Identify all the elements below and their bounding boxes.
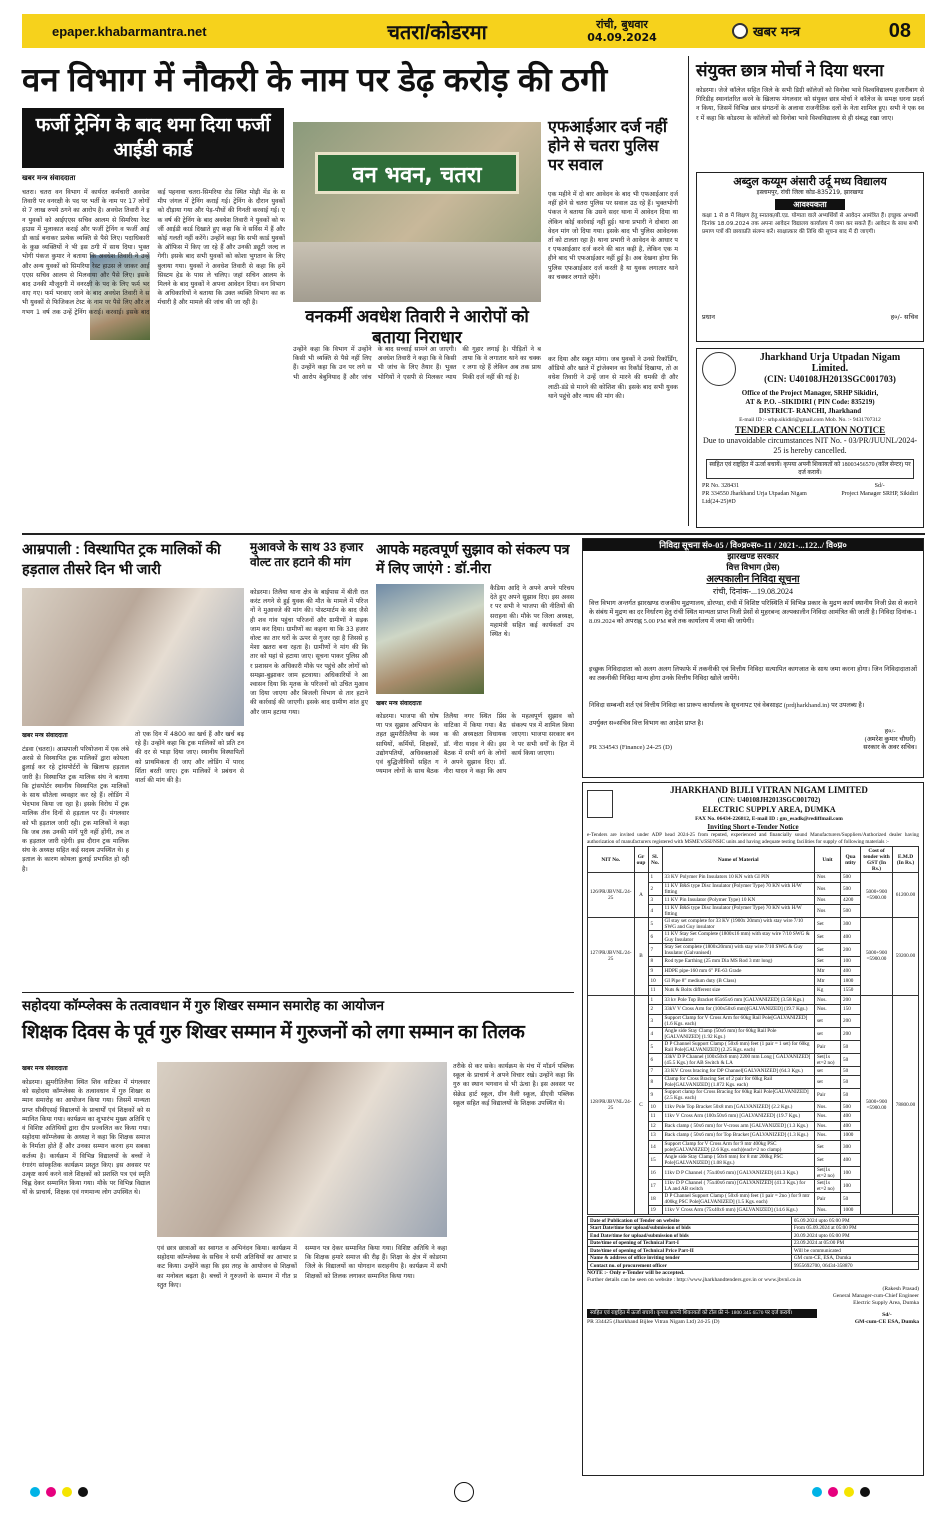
schedule-row — [588, 1247, 919, 1255]
side-headline: एफआईआर दर्ज नहीं होने से चतरा पुलिस पर सवाल — [548, 119, 668, 174]
unit: Set(1s et=2 no) — [815, 1053, 841, 1066]
suggestion-headline: आपके महत्वपूर्ण सुझाव को संकल्प पत्र में लिए जाएंगे : डॉ.नीरा — [376, 541, 570, 576]
serial-number: 3 — [648, 1014, 662, 1027]
unit: set — [815, 1014, 841, 1027]
jbvnl-cin: (CIN: U40108JH2013SGC001702) — [717, 796, 821, 804]
finance-clause-3: निविदा सम्बन्धी शर्त एवं वित्तीय निविदा का प्रारूप कार्यालय के सूचनापट एवं वेबसाइट (prdjharkhand.in) पर उपलब्ध है। — [589, 702, 865, 709]
finance-clause-4: उपर्युक्त स०सचिव वित्त विभाग का आदेश प्राप्त है। — [589, 720, 704, 727]
table-row — [588, 995, 919, 1005]
serial-number: 1 — [648, 995, 662, 1005]
cancellation-title: TENDER CANCELLATION NOTICE — [734, 425, 886, 435]
serial-number: 2 — [648, 882, 662, 895]
schedule-value: 20.09.2024 upto 05:00 PM — [791, 1232, 918, 1240]
material-name: 11kv V Cross Arm (75x40x6 mm) [GALVANIZED] (14.6 Kgs.) — [662, 1205, 814, 1215]
color-mark-icon — [62, 1487, 72, 1497]
teacher-headline: शिक्षक दिवस के पूर्व गुरु शिखर सम्मान में गुरुजनों को लगा सम्मान का तिलक — [22, 1022, 525, 1043]
unit: Nos — [815, 895, 841, 905]
serial-number: 6 — [648, 1053, 662, 1066]
unit: Set(1s et=2 no) — [815, 1166, 841, 1179]
photo-sign: वन भवन, चतरा — [315, 152, 519, 194]
column-header: Name of Material — [662, 847, 814, 873]
serial-number: 8 — [648, 957, 662, 967]
juunl-logo-icon — [702, 352, 736, 386]
schedule-row — [588, 1232, 919, 1240]
unit: Set — [815, 1153, 841, 1166]
finance-dept: वित्त विभाग (प्रेस) — [726, 562, 780, 572]
vacancy-tag: आवश्यकता — [775, 199, 845, 210]
jbvnl-signatory: (Rakesh Prasad) General Manager-cum-Chief Engineer Electric Supply Area, Dumka — [832, 1285, 919, 1306]
finance-clause-2: इच्छुक निविदादाता को अलग अलग लिफाफे में तकनीकी एवं वित्तीय निविदा सत्यापित कागजात के साथ जमा करना होगा। जिन निविदादाताओं का तकनीकी निविदा मान्य होगा उनके वित्तीय निविदा खोले जायेंगे। — [589, 666, 917, 682]
schedule-value: 05.09.2024 upto 05:00 PM — [791, 1217, 918, 1225]
schedule-label: Contact no. of procurement officer — [588, 1262, 792, 1270]
unit: Nos. — [815, 1205, 841, 1215]
unit: Kg — [815, 985, 841, 995]
finance-tender-ad — [582, 538, 924, 778]
juunl-office: Office of the Project Manager, SRHP Sikidiri, — [741, 389, 879, 397]
unit: Nos — [815, 873, 841, 883]
material-name: GI stay set complete for 33 KV (1900x 20mm) with stay wire 7/10 SWG and Guy insulator — [662, 918, 814, 931]
suggestion-body-continued: कैडिया आदि ने अपने अपने परिचय देते हुए अपने सुझाव दिए। इस अवसर पर सभी ने भाजपा की नीतियों की सराहना की। मौके पर जिला अध्यक्ष, महामंत्री सहित कई कार्यकर्ता उपस्थित थे। — [490, 585, 574, 639]
short-tender-notice: अल्पकालीन निविदा सूचना — [706, 574, 800, 585]
material-name: 11 KV Pin Insulator (Polymer Type) 10 KN — [662, 895, 814, 905]
group-letter: C — [634, 995, 648, 1215]
serial-number: 9 — [648, 966, 662, 976]
schedule-value: From 05.09.2024 at 05:00 PM — [791, 1224, 918, 1232]
unit: Set — [815, 918, 841, 931]
column-header: Cost of tender with GST (In Rs.) — [861, 847, 893, 873]
quantity: 200 — [841, 1027, 861, 1040]
suggestion-body: कोडरमा। भाजपा की घोषणा पत्र सुझाव अभियान के तहत झुमरीतिलैया के व्यवसायियों, कर्मियों, शिक्षकों, उद्योगपतियों, अधिवक्ताओं एवं बुद्धिजीवियों सहित गण्यमान लोगों के साथ बैठक तिलैया नगर स्थित प्रिंस वाटिका में किया गया। बैठक की अध्यक्षता विधायक डॉ. नीरा यादव ने की। इस बैठक में सभी वर्ग के लोगों ने अपने सुझाव दिए। डॉ. नीरा यादव ने कहा कि आपके महत्वपूर्ण सुझाव को संकल्प पत्र में शामिल किया जाएगा। भाजपा सरकार बनने पर सभी वर्गों के हित में कार्य किया जाएगा। — [376, 713, 574, 776]
color-mark-icon — [30, 1487, 40, 1497]
quantity: 400 — [841, 1153, 861, 1166]
material-name: Back clamp ( 50x6 mm) for V-cross arm [GALVANIZED] (1.3 Kgs.) — [662, 1121, 814, 1131]
registration-mark-icon — [454, 1482, 474, 1502]
meeting-photo — [376, 584, 484, 694]
serial-number: 10 — [648, 1102, 662, 1112]
juunl-signatory: Project Manager SRHP, Sikidiri — [841, 491, 918, 497]
unit: Set — [815, 957, 841, 967]
juunl-pr-number: PR No. 328431 — [702, 483, 740, 489]
serial-number: 18 — [648, 1192, 662, 1205]
material-name: Support Clamp for V Cross Arm for 9 mtr 400kg PSC pole[GALVANIZED] (2.6 Kgs. each)(each=2 no clamp) — [662, 1140, 814, 1153]
unit: Pair — [815, 1192, 841, 1205]
material-name: 11 KV Stay Set Complete (1800x16 mm) with stay wire 7/10 SWG & Guy Insulator — [662, 931, 814, 944]
column-header: Sl. No. — [648, 847, 662, 873]
unit: Nos — [815, 905, 841, 918]
serial-number: 14 — [648, 1140, 662, 1153]
serial-number: 2 — [648, 1005, 662, 1015]
unit: Pair — [815, 1089, 841, 1102]
quantity: 50 — [841, 1192, 861, 1205]
unit: Pair — [815, 1040, 841, 1053]
group-letter: A — [634, 873, 648, 918]
schedule-table-body — [588, 1217, 919, 1270]
color-mark-icon — [860, 1487, 870, 1497]
table-row — [588, 918, 919, 931]
material-name: Rod type Earthing (25 mm Dia MS Rod 3 mtr long) — [662, 957, 814, 967]
page-number: 08 — [888, 19, 911, 42]
material-table-header — [588, 847, 919, 873]
teacher-kicker: सहोदया कॉम्प्लेक्स के तत्वावधान में गुरु शिखर सम्मान समारोह का आयोजन — [22, 998, 384, 1013]
unit: Mtr — [815, 976, 841, 986]
material-name: Angle side Stay Clamp ( 50x6 mm) for 8 mtr 200kg PSC Pole[GALVANIZED] (1.08 Kgs.) — [662, 1153, 814, 1166]
quantity: 50 — [841, 1066, 861, 1076]
material-name: 11kv Pole Top Bracket 50x8 mm [GALVANIZED] (2.2 Kgs.) — [662, 1102, 814, 1112]
jbvnl-sd: Sd/- GM-cum-CE ESA, Dumka — [854, 1311, 919, 1325]
principal-label: प्रधान — [702, 313, 715, 321]
color-marks-right — [812, 1487, 870, 1497]
unit: Set — [815, 1140, 841, 1153]
tender-cost: 5000+900 =5900.00 — [861, 918, 893, 995]
unit: Set — [815, 931, 841, 944]
serial-number: 17 — [648, 1179, 662, 1192]
schedule-table — [587, 1216, 919, 1270]
finance-pr: PR 334543 (Finance) 24-25 (D) — [589, 744, 673, 751]
material-name: 33 KV Cross bracing for DP Channel[GALVANIZED] (64.3 Kgs.) — [662, 1066, 814, 1076]
site-url[interactable]: epaper.khabarmantra.net — [52, 23, 207, 39]
serial-number: 11 — [648, 985, 662, 995]
material-name: Back clamp ( 50x6 mm) for Top Bracket [GALVANIZED] (1.3 Kgs.) — [662, 1131, 814, 1141]
juunl-cin: (CIN: U40108JH2013SGC001703) — [764, 374, 896, 384]
dharna-headline: संयुक्त छात्र मोर्चा ने दिया धरना — [696, 61, 884, 80]
material-name: Support clamp for Cross Bracing for 60kg Rail Pole[GALVANIZED] (2.5 Kgs. each) — [662, 1089, 814, 1102]
nit-number: 127/PR/JBVNL/24-25 — [588, 918, 635, 995]
teacher-top-rule — [22, 992, 574, 993]
schedule-value: 23.09.2024 at 05:00 PM — [791, 1239, 918, 1247]
brand-icon — [732, 23, 748, 39]
quantity: 1000 — [841, 1205, 861, 1215]
truck-body: टंडवा (चतरा)। आम्रपाली परियोजना में एक लंबे अरसे से विस्थापित ट्रक मालिकों द्वारा कोयला ढुलाई कर रहे ट्रांसपोर्टरों के खिलाफ हड़ताल जारी है। विस्थापित ट्रक मालिक संघ ने बताया कि ट्रांसपोर्टर स्थानीय विस्थापित ट्रक मालिकों के साथ सौतेला व्यवहार कर रहे हैं। लोडिंग में भेदभाव किया जा रहा है। इसके विरोध में ट्रक मालिक तीन दिनों से हड़ताल पर हैं। मंगलवार को भी हड़ताल जारी रही। ट्रक मालिकों ने कहा कि जब तक उनकी मांगें पूरी नहीं होंगी, तब तक हड़ताल जारी रहेगी। इस दौरान ट्रक मालिक संघ के अध्यक्ष सहित कई सदस्य उपस्थित थे। हड़ताल के कारण कोयला ढुलाई प्रभावित हो रही है। — [22, 746, 129, 873]
quantity: 500 — [841, 1102, 861, 1112]
unit: Set — [815, 944, 841, 957]
unit: Nos. — [815, 1131, 841, 1141]
photo-caption: वनकर्मी अवधेश तिवारी ने आरोपों को बताया निराधार — [293, 302, 541, 348]
color-mark-icon — [46, 1487, 56, 1497]
quantity: 300 — [841, 1140, 861, 1153]
material-name: HDPE pipe-160 mm 6" PE-63 Grade — [662, 966, 814, 976]
teacher-body-4: तरीके से कर सके। कार्यक्रम के मंच में मॉडर्न पब्लिक स्कूल के प्राचार्य ने अपने विचार रखे। उन्होंने कहा कि गुरु का स्थान भगवान से भी ऊंचा है। इस अवसर पर सेक्रेड हार्ट स्कूल, ग्रीन वैली स्कूल, डीएवी पब्लिक स्कूल सहित कई विद्यालयों के शिक्षक उपस्थित थे। — [453, 1063, 574, 1107]
column-divider — [688, 56, 689, 526]
unit: Nos. — [815, 1102, 841, 1112]
emd-amount: 78800.00 — [893, 995, 919, 1215]
compensation-headline: मुआवजे के साथ 33 हजार वोल्ट तार हटाने की मांग — [250, 540, 364, 569]
finance-clause-1: वित्त विभाग अन्तर्गत झारखण्ड राजकीय मुद्रणालय, डोरण्डा, रांची में विशिष्ट परिस्थिति में विभिन्न प्रकार के मुद्रण कार्य स्थानीय निजी प्रेस से कराने के संबंध में मुद्रण का दर निर्धारण हेतु रांची स्थित मान्यता प्राप्त निजी प्रेसों से मुहरबन्द अल्पकालीन निविदा आमंत्रित की जाती है। निविदा दिनांक-18.09.2024 को अपराह्न 5.00 PM बजे तक कार्यालय में जमा की जायेगी। — [589, 600, 917, 625]
serial-number: 6 — [648, 931, 662, 944]
juunl-pr-code: PR 334550 Jharkhand Urja Utpadan Nigam Ltd(24-25)#D — [702, 491, 807, 505]
jbvnl-contact: FAX No. 06434-226812, E-mail ID : gm_esadk@rediffmail.com — [695, 816, 843, 822]
jbvnl-slogan: स्वहित एवं राष्ट्रहित में ऊर्जा बचायें। कृपया अपनी शिकायतों को टॉल फ्री नं- 1800 345 6570 पर दर्ज करायें। — [587, 1309, 817, 1318]
quantity: 100 — [841, 1179, 861, 1192]
serial-number: 4 — [648, 905, 662, 918]
schedule-row — [588, 1262, 919, 1270]
quantity: 300 — [841, 918, 861, 931]
quantity: 500 — [841, 905, 861, 918]
quantity: 150 — [841, 1005, 861, 1015]
serial-number: 4 — [648, 1027, 662, 1040]
teacher-body: कोडरमा। झुमरीतिलैया स्थित शिव वाटिका में मंगलवार को सहोदया कॉम्प्लेक्स के तत्वावधान में गुरु शिखर सम्मान समारोह का आयोजन किया गया। जिसमें मान्यता प्राप्त सीबीएसई विद्यालयों के प्राचार्यों एवं शिक्षकों को सम्मानित किया गया। कार्यक्रम का शुभारंभ मुख्य अतिथि एवं विशिष्ट अतिथियों द्वारा दीप प्रज्वलित कर किया गया। सहोदया कॉम्प्लेक्स के अध्यक्ष ने कहा कि शिक्षक समाज के निर्माता होते हैं और उनका सम्मान करना हम सबका कर्तव्य है। कार्यक्रम में विभिन्न विद्यालयों के बच्चों ने रंगारंग सांस्कृतिक कार्यक्रम प्रस्तुत किए। इस अवसर पर उत्कृष्ट कार्य करने वाले शिक्षकों को प्रशस्ति पत्र एवं स्मृति चिह्न देकर सम्मानित किया गया। मौके पर विभिन्न विद्यालयों के प्राचार्य, शिक्षक एवं गणमान्य लोग उपस्थित थे। — [22, 1079, 150, 1197]
schedule-value: 9955692700, 06434-358870 — [791, 1262, 918, 1270]
dateline — [552, 18, 692, 44]
emd-amount: 59200.00 — [893, 918, 919, 995]
schedule-row — [588, 1217, 919, 1225]
nit-number: 126/PR/JBVNL/24-25 — [588, 873, 635, 918]
jbvnl-note: NOTE :- Only e-Tender will be accepted. — [587, 1269, 685, 1276]
finance-gov: झारखण्ड सरकार — [727, 551, 779, 561]
unit: Nos. — [815, 1005, 841, 1015]
emd-amount: 61200.00 — [893, 873, 919, 918]
school-vacancy-ad — [696, 172, 924, 342]
dharna-body: कोडरमा। जेजे कॉलेज सहित जिले के सभी डिग्री कॉलेजों को विनोबा भावे विश्वविद्यालय हजारीबाग से गिरिडीह स्थानांतरित करने के खिलाफ मंगलवार को संयुक्त छात्र मोर्चा ने कॉलेज के समक्ष धरना प्रदर्शन किया, जिसमें विभिन्न छात्र संगठनों के अलावा राजनीतिक दलों के नेता शामिल हुए। सभी ने एक स्वर में कहा कि कोडरमा के कॉलेजों को विनोबा भावे विश्वविद्यालय से ही संबद्ध रखा जाए। — [696, 87, 924, 122]
lead-body: चतरा। चतरा वन विभाग में कार्यरत कर्मचारी अवधेश तिवारी पर वनरक्षी के पद पर भर्ती के नाम पर 17 लोगों से 7 लाख रुपये ठगने का आरोप है। अवधेश तिवारी ने इन युवकों को आईएएस सचिव आलम से सिमरिया रेस्ट हाउस में मुलाकात कराई और फर्जी ट्रेनिंग व फर्जी आईडी कार्ड बनाकर प्रत्येक व्यक्ति से पैसे लिए। पदाधिकारी के कुछ व्यक्तियों ने भी इस ठगी में साथ दिया। भुक्तभोगी पंकज कुमार ने बताया कि अवधेश तिवारी ने उन्हें और अन्य युवकों को सिमरिया रेस्ट हाउस ले जाकर आईएएस सचिव आलम से मिलवाया और पैसे लिए। इसके बाद उनकी मौजूदगी में वनरक्षी के पद के लिए फर्म भरवाए गए। फर्म भरवाए जाने के बाद अवधेश तिवारी ने सभी युवकों से फिजिकल टेस्ट के नाम पर पैसे लिए और लगभग 1 वर्ष तक उन्हें ट्रेनिंग कराई। करवाई। इसके बाद कई पहनावा चतरा-सिमरिया रोड स्थित मोढ़ी मेंड के समीप जंगल में ट्रेनिंग कराई गई। ट्रेनिंग के दौरान युवकों को दौड़ाया गया और पेड़-पौधों की गिनती करवाई गई। एक वर्ष की ट्रेनिंग के बाद अवधेश तिवारी ने युवकों को फर्जी आईडी कार्ड दिखाते हुए कहा कि वे सर्विस में हैं और कोई गलती नहीं करेंगे। उन्होंने कहा कि सभी कार्ड युवकों के ऑफिस में किए जा रहे हैं और उनकी ड्यूटी जल्द लगेगी। इसके बाद सभी युवकों को कोशा भुगतान के लिए बुलाया गया। युवकों ने अवधेश तिवारी से कहा कि हमें सिस्टम हेड के पास ले चलिए। जहां सचिन आलम के मिलने के बाद युवकों ने अपना आवेदन दिया। वन विभाग के अधिकारियों ने बताया कि उक्त व्यक्ति विभाग का कर्मचारी है और मामले की जांच की जा रही है। — [22, 189, 285, 316]
finance-signatory: ह०/- (अमरेश कुमार चौधरी) सरकार के अवर सचिव। — [863, 728, 917, 751]
lead-body-continued: उन्होंने कहा कि विभाग में उन्होंने किसी भी व्यक्ति से पैसे नहीं लिए हैं। उन्होंने कहा कि उन पर लगे सभी आरोप बेबुनियाद हैं और जांच के बाद सच्चाई सामने आ जाएगी। अवधेश तिवारी ने कहा कि वे किसी भी जांच के लिए तैयार हैं। भुक्तभोगियों ने एसपी से मिलकर न्याय की गुहार लगाई है। पीड़ितों ने बताया कि वे लगातार थाने का चक्कर लगा रहे हैं लेकिन अब तक प्राथमिकी दर्ज नहीं की गई है। — [293, 346, 541, 381]
juunl-email[interactable]: E-mail ID :- srhp.sikidiri@gmail.com Mob. No. :- 9431707312 — [739, 417, 881, 423]
material-name: Clamp for Cross Bracing Set of 2 pair for 60kg Rail Pole[GALVANIZED] (1.872 Kgs. each) — [662, 1076, 814, 1089]
lead-subhead: फर्जी ट्रेनिंग के बाद थमा दिया फर्जी आईडी कार्ड — [22, 108, 284, 168]
secretary-sign: ह०/- सचिव — [890, 313, 918, 321]
masthead-bar — [22, 14, 925, 48]
material-name: 33kV V Cross Arm for (100x50x6 mm)[GALVANIZED] (19.7 Kgs.) — [662, 1005, 814, 1015]
material-name: 11 KV B&S type Disc Insulator (Polymer Type) 70 KN with H/W fitting — [662, 905, 814, 918]
side-body: एक महीने में दो बार आवेदन के बाद भी एफआईआर दर्ज नहीं होने से चतरा पुलिस पर सवाल उठ रहे हैं। भुक्तभोगी पंकज ने बताया कि उसने सदर थाना में आवेदन दिया था लेकिन कोई कार्रवाई नहीं हुई। थाना प्रभारी ने दोबारा आवेदन मांग जो दिया गया। इसके बाद भी पुलिस आवेदनकर्ता को टालता रहा है। थाना प्रभारी ने आवेदन के आधार पर एफआईआर दर्ज करने की बात कही है, लेकिन एक महीने बाद भी एफआईआर नहीं हुई है। अब देखना होगा कि पुलिस एफआईआर दर्ज करती है या युवक लगातार थाने का चक्कर लगाते रहेंगे। — [548, 191, 678, 281]
quantity: 100 — [841, 957, 861, 967]
serial-number: 9 — [648, 1089, 662, 1102]
schedule-row — [588, 1239, 919, 1247]
ceremony-photo — [157, 1062, 447, 1237]
juunl-title: Jharkhand Urja Utpadan Nigam Limited. — [759, 352, 901, 374]
juunl-cancellation-ad — [696, 348, 924, 528]
brand-logo — [732, 22, 882, 40]
unit: Mtr — [815, 966, 841, 976]
material-name: 33 KV Polymer Pin Insulators 10 KN with GI PIN — [662, 873, 814, 883]
serial-number: 1 — [648, 873, 662, 883]
schedule-label: Date/time of opening of Technical Part-I — [588, 1239, 792, 1247]
unit: set — [815, 1027, 841, 1040]
material-name: D P Channel Support Clamp ( 50x6 mm) feet (1 pair = 1 set) for 60kg Rail Pole[GALVANIZED] (2.25 Kgs. each) — [662, 1040, 814, 1053]
schedule-row — [588, 1224, 919, 1232]
column-header: NIT No. — [588, 847, 635, 873]
quantity: 50 — [841, 1053, 861, 1066]
color-mark-icon — [812, 1487, 822, 1497]
unit: Set(1s et=2 no) — [815, 1179, 841, 1192]
group-letter: B — [634, 918, 648, 995]
serial-number: 16 — [648, 1166, 662, 1179]
quantity: 50 — [841, 1040, 861, 1053]
column-header: E.M.D (In Rs.) — [893, 847, 919, 873]
material-name: 33kV D P Channel (100x50x6 mm) 2200 mm Long [ GALVANIZED] (45.5 Kgs.) for AB Switch & LA — [662, 1053, 814, 1066]
unit: set — [815, 1066, 841, 1076]
material-name: Nuts & Bolts different size — [662, 985, 814, 995]
lead-byline: खबर मन्त्र संवाददाता — [22, 174, 76, 182]
serial-number: 13 — [648, 1131, 662, 1141]
nit-number: 128/PR/JBVNL/24-25 — [588, 995, 635, 1215]
juunl-district: DISTRICT- RANCHI, Jharkhand — [758, 407, 862, 415]
quantity: 400 — [841, 931, 861, 944]
forest-office-photo — [293, 122, 541, 332]
quantity: 50 — [841, 1089, 861, 1102]
color-marks-left — [30, 1487, 88, 1497]
serial-number: 3 — [648, 895, 662, 905]
truck-owners-photo — [22, 588, 244, 726]
tender-cost: 5000+900 =5900.00 — [861, 873, 893, 918]
quantity: 400 — [841, 966, 861, 976]
finance-date: रांची, दिनांक-...19.08.2024 — [712, 587, 794, 596]
unit: Nos — [815, 882, 841, 895]
serial-number: 7 — [648, 944, 662, 957]
truck-body-continued: तो एक दिन में 4800 का खर्च हैं और खर्च बढ़ रहे हैं। उन्होंने कहा कि ट्रक मालिकों को प्रति टन की दर से भाड़ा दिया जाए। स्थानीय विस्थापितों को प्राथमिकता दी जाए और लोडिंग में पारदर्शिता बरती जाए। ट्रक मालिकों ने प्रबंधन से वार्ता की मांग की है। — [135, 731, 244, 785]
section-divider — [22, 533, 925, 535]
column-header: Qua ntity — [841, 847, 861, 873]
material-name: 11kv D P Channel ( 75x40x6 mm) [GALVANIZED] (41.3 Kgs.) — [662, 1166, 814, 1179]
quantity: 1800 — [841, 976, 861, 986]
school-address: इस्लामपुर, रांची जिला कोड-835219, झारखण्ड — [756, 189, 864, 196]
serial-number: 7 — [648, 1066, 662, 1076]
jbvnl-intro: e-Tenders are invited under ADP head 2024-25 from reputed, experienced and financially sound Manufacturers/Suppliers/Authorized dealer having authorization of manufacturers registered with MSME's/SSI/NSIC units and having adequate testing facilities for supply of following materials :- — [587, 832, 919, 845]
juunl-address: AT & P.O. –SIKIDIRI ( PIN Code: 835219) — [745, 398, 875, 406]
quantity: 1000 — [841, 1131, 861, 1141]
truck-byline: खबर मन्त्र संवाददाता — [22, 732, 68, 739]
jbvnl-pr: PR 334425 (Jharkhand Bijlee Vitran Nigam Ltd) 24-25 (D) — [587, 1318, 720, 1325]
table-row — [588, 873, 919, 883]
quantity: 200 — [841, 1014, 861, 1027]
schedule-label: Start Date/time for upload/submission of bids — [588, 1224, 792, 1232]
schedule-label: Date of Publication of Tender on website — [588, 1217, 792, 1225]
material-table-body — [588, 873, 919, 1215]
serial-number: 12 — [648, 1121, 662, 1131]
unit: Nos. — [815, 1121, 841, 1131]
material-table — [587, 846, 919, 1215]
issue-date: 04.09.2024 — [587, 31, 657, 44]
quantity: 4200 — [841, 895, 861, 905]
color-mark-icon — [78, 1487, 88, 1497]
material-name: Support Clamp for V Cross Arm for 60kg Rail Pole[GALVANIZED] (1.6 Kgs. each) — [662, 1014, 814, 1027]
section-title: चतरा/कोडरमा — [387, 21, 487, 44]
quantity: 50 — [841, 1076, 861, 1089]
material-name: 11 KV B&S type Disc Insulator (Polymer Type) 70 KN with H/W fitting — [662, 882, 814, 895]
city-day: रांची, बुधवार — [596, 18, 648, 31]
tender-cost: 5000+900 =5900.00 — [861, 995, 893, 1215]
material-name: D P Channel Support Clamp ( 50x6 mm) feet (1 pair = 2no ) for 9 mtr 400kg PSC Pole[GALVANIZED] (1.5 Kgs. each) — [662, 1192, 814, 1205]
schedule-value: Will be communicated — [791, 1247, 918, 1255]
schedule-label: End Date/time for upload/submission of bids — [588, 1232, 792, 1240]
suggestion-byline: खबर मन्त्र संवाददाता — [376, 700, 422, 707]
material-name: Angle side Stay Clamp (50x6 mm) for 60kg Rail Pole [GALVANIZED] (1.92 Kgs.) — [662, 1027, 814, 1040]
schedule-row — [588, 1254, 919, 1262]
material-name: 11kv D P Channel ( 75x40x6 mm) [GALVANIZED] (41.3 Kgs.) for LA and AB switch — [662, 1179, 814, 1192]
juunl-sd: Sd/- — [874, 483, 885, 489]
school-name: अब्दुल कय्यूम अंसारी उर्दू मध्य विद्यालय — [733, 176, 887, 188]
unit: Nos. — [815, 995, 841, 1005]
material-name: 33 kv Pole Top Bracket 65x65x6 mm [GALVANIZED] (3.58 Kgs.) — [662, 995, 814, 1005]
quantity: 500 — [841, 882, 861, 895]
jbvnl-notice: Inviting Short e-Tender Notice — [707, 823, 799, 831]
quantity: 500 — [841, 873, 861, 883]
unit: Nos. — [815, 1111, 841, 1121]
serial-number: 5 — [648, 918, 662, 931]
vacancy-body: कक्षा 1 से 8 में शिक्षण हेतु स्नातक/बी.एड. योग्यता वाले अभ्यर्थियों से आवेदन आमंत्रित हैं। इच्छुक अभ्यर्थी दिनांक 18.09.2024 तक अपना आवेदन विद्यालय कार्यालय में जमा कर सकते हैं। आवेदन के साथ सभी प्रमाण पत्रों की छायाप्रति संलग्न करें। साक्षात्कार की तिथि की सूचना बाद में दी जाएगी। — [702, 213, 918, 235]
jbvnl-office: ELECTRIC SUPPLY AREA, DUMKA — [702, 805, 836, 814]
side-body-continued: कर दिया और सबूत मांगा। जब युवकों ने उनसे रिकॉर्डिंग, ऑडियो और खाते में ट्रांजेक्शन का रिकॉर्ड दिखाया, तो अवधेश तिवारी ने उन्हें जान से मारने की धमकी दी और लाठी-डंडे से मारने की कोशिश की। इसके बाद सभी युवक थाने पहुंचे और न्याय की मांग की। — [548, 356, 678, 400]
quantity: 200 — [841, 944, 861, 957]
column-header: Unit — [815, 847, 841, 873]
schedule-value: GM cum-CE, ESA, Dumka — [791, 1254, 918, 1262]
teacher-body-3: सम्मान पत्र देकर सम्मानित किया गया। विशिष्ट अतिथि ने कहा कि शिक्षक हमारे समाज की रीढ़ हैं। शिक्षा के क्षेत्र में कोडरमा जिले के विद्यालयों का योगदान सराहनीय है। कार्यक्रम में सभी शिक्षकों को तिलक लगाकर सम्मानित किया गया। — [305, 1245, 447, 1280]
quantity: 1550 — [841, 985, 861, 995]
column-header: Gr oup — [634, 847, 648, 873]
teacher-byline: खबर मन्त्र संवाददाता — [22, 1065, 68, 1072]
serial-number: 19 — [648, 1205, 662, 1215]
material-name: Stay Set complete (1800x20mm) with stay wire 7/10 SWG & Guy Insulator (Galvanised) — [662, 944, 814, 957]
serial-number: 5 — [648, 1040, 662, 1053]
cancellation-body: Due to unavoidable circumstances NIT No. - 03/PR/JUUNL/2024-25 is hereby cancelled. — [702, 436, 918, 455]
quantity: 100 — [841, 1166, 861, 1179]
serial-number: 15 — [648, 1153, 662, 1166]
color-mark-icon — [844, 1487, 854, 1497]
material-name: 11kv V Cross Arm (100x50x6 mm) [GALVANIZED] (19.7 Kgs.) — [662, 1111, 814, 1121]
jbvnl-title: JHARKHAND BIJLI VITRAN NIGAM LIMITED — [670, 785, 868, 795]
material-name: GI Pipe 8" medium duty (B Class) — [662, 976, 814, 986]
finance-tender-title: निविदा सूचना सं०-05 / वि०प्र०स०-11 / 2021-...122../ वि०प्र० — [583, 539, 923, 551]
serial-number: 10 — [648, 976, 662, 986]
serial-number: 8 — [648, 1076, 662, 1089]
compensation-body: कोडरमा। तिलैया थाना क्षेत्र के बाईपास में बीती रात करंट लगने से हुई युवक की मौत के मामले में परिजनों ने मुआवजे की मांग की। पोस्टमार्टम के बाद जैसे ही शव गांव पहुंचा परिजनों और ग्रामीणों ने सड़क जाम कर दिया। ग्रामीणों का कहना था कि 33 हजार वोल्ट का तार घरों के ऊपर से गुजर रहा है जिससे हमेशा खतरा बना रहता है। ग्रामीणों ने मांग की कि तार को यहां से हटाया जाए। सूचना पाकर पुलिस और प्रशासन के अधिकारी मौके पर पहुंचे और लोगों को समझा-बुझाकर जाम हटवाया। अधिकारियों ने आश्वासन दिया कि मृतक के परिजनों को उचित मुआवजा दिया जाएगा और बिजली विभाग से तार हटाने की कार्रवाई की जाएगी। इसके बाद ग्रामीण शांत हुए और जाम हटाया गया। — [250, 589, 368, 716]
quantity: 400 — [841, 1121, 861, 1131]
unit: set — [815, 1076, 841, 1089]
truck-headline: आम्रपाली : विस्थापित ट्रक मालिकों की हड़ताल तीसरे दिन भी जारी — [22, 542, 221, 578]
schedule-label: Date/time of opening of Technical Price Part-II — [588, 1247, 792, 1255]
serial-number: 11 — [648, 1111, 662, 1121]
teacher-body-2: एवं छात्र छात्राओं का स्वागत व अभिनंदन किया। कार्यक्रम में सहोदया कॉम्प्लेक्स के सचिव ने सभी अतिथियों का आभार प्रकट किया। उन्होंने कहा कि इस तरह के आयोजन से शिक्षकों का मनोबल बढ़ता है। बच्चों ने गुरुजनों के सम्मान में गीत प्रस्तुत किए। — [157, 1245, 297, 1289]
energy-slogan: स्वहित एवं राष्ट्रहित में ऊर्जा बचायें। कृपया अपनी शिकायतों को 18003456570 (कॉल सेन्टर) पर दर्ज करायें। — [706, 459, 914, 479]
jbvnl-logo-icon — [587, 790, 613, 818]
lead-headline: वन विभाग में नौकरी के नाम पर डेढ़ करोड़ की ठगी — [22, 61, 608, 98]
schedule-label: Name & address of office inviting tender — [588, 1254, 792, 1262]
jbvnl-further[interactable]: Further details can be seen on website : http://www.jharkhandtenders.gov.in or www.jbvnl.co.in — [587, 1276, 802, 1283]
quantity: 200 — [841, 995, 861, 1005]
jbvnl-tender-ad — [582, 782, 924, 1476]
quantity: 400 — [841, 1111, 861, 1121]
brand-name: खबर मन्त्र — [753, 25, 801, 40]
color-mark-icon — [828, 1487, 838, 1497]
